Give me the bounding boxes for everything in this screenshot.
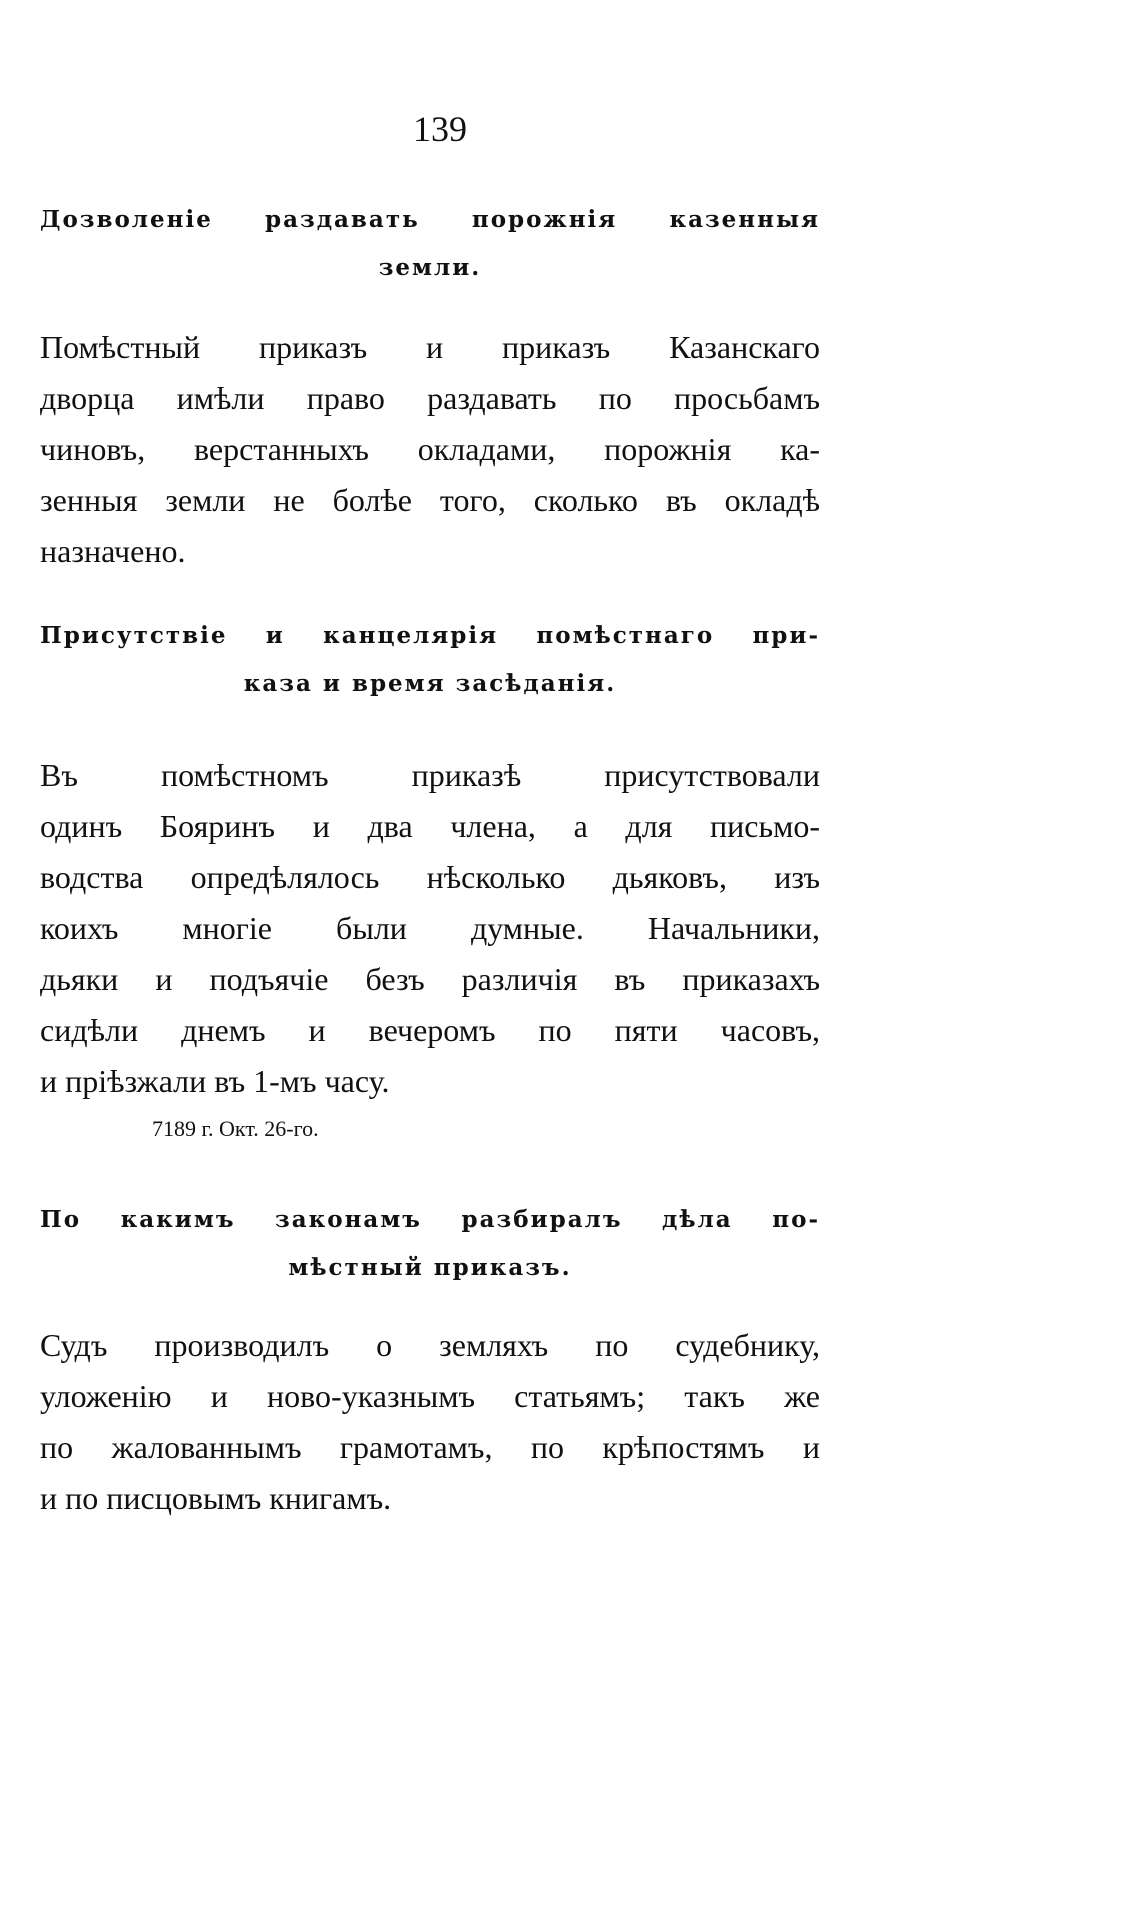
section-paragraph-3 xyxy=(40,1320,820,1524)
paragraph-line: и по писцовымъ книгамъ. xyxy=(40,1480,392,1516)
paragraph-line: водства опредѣлялось нѣсколько дьяковъ, изъ xyxy=(40,859,820,895)
section-heading-3-line-2: мѣстный приказъ. xyxy=(288,1254,572,1281)
paragraph-line: дворца имѣли право раздавать по просьбамъ xyxy=(40,380,820,416)
paragraph-line: сидѣли днемъ и вечеромъ по пяти часовъ, xyxy=(40,1012,820,1048)
section-heading-3-line-1: По какимъ законамъ разбиралъ дѣла по- xyxy=(40,1206,820,1233)
paragraph-line: дьяки и подъячіе безъ различія въ приказахъ xyxy=(40,961,820,997)
paragraph-line: по жалованнымъ грамотамъ, по крѣпостямъ и xyxy=(40,1429,820,1465)
paragraph-line: Помѣстный приказъ и приказъ Казанскаго xyxy=(40,329,820,365)
paragraph-line: коихъ многіе были думные. Начальники, xyxy=(40,910,820,946)
paragraph-line: назначено. xyxy=(40,533,186,569)
section-heading-2-line-2: каза и время засѣданія. xyxy=(243,670,617,697)
section-paragraph-1 xyxy=(40,322,820,577)
section-heading-1-line-1: Дозволеніе раздавать порожнія казенныя xyxy=(40,206,820,233)
paragraph-line: зенныя земли не болѣе того, сколько въ окладѣ xyxy=(40,482,820,518)
section-heading-1 xyxy=(40,196,820,292)
paragraph-line: чиновъ, верстанныхъ окладами, порожнія ка- xyxy=(40,431,820,467)
paragraph-line: Въ помѣстномъ приказѣ присутствовали xyxy=(40,757,820,793)
section-heading-3 xyxy=(40,1196,820,1292)
paragraph-line: Судъ производилъ о земляхъ по судебнику, xyxy=(40,1327,820,1363)
section-heading-2 xyxy=(40,612,820,708)
page-number: 139 xyxy=(413,109,467,149)
section-heading-1-line-2: земли. xyxy=(378,254,482,281)
section-paragraph-2 xyxy=(40,750,820,1107)
paragraph-line: и пріѣзжали въ 1-мъ часу. xyxy=(40,1063,390,1099)
paragraph-line: одинъ Бояринъ и два члена, а для письмо- xyxy=(40,808,820,844)
date-note: 7189 г. Окт. 26-го. xyxy=(152,1116,319,1141)
section-heading-2-line-1: Присутствіе и канцелярія помѣстнаго при- xyxy=(40,622,820,649)
paragraph-line: уложенію и ново-указнымъ статьямъ; такъ же xyxy=(40,1378,820,1414)
